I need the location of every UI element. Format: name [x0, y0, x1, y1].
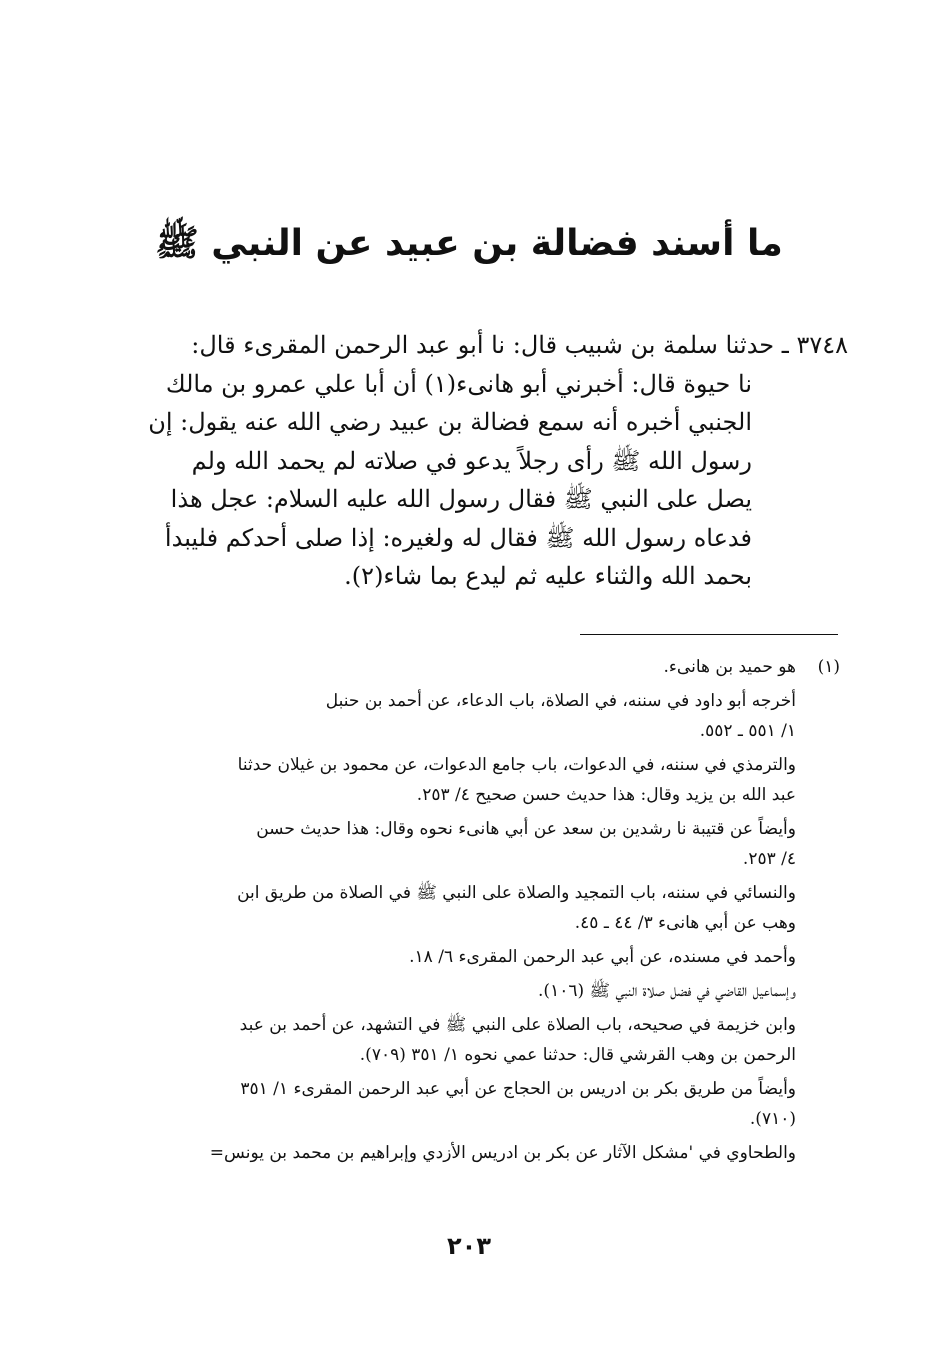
footnote-text: هو حميد بن هانىء.: [663, 657, 796, 677]
hadith-line: يصل على النبي ﷺ فقال رسول الله عليه السلام: عجل هذا: [170, 485, 752, 513]
footnote-paragraph: [128, 976, 840, 1006]
hadith-line: الجنبي أخبره أنه سمع فضالة بن عبيد رضي الله عنه يقول: إن: [148, 408, 752, 436]
footnote-line: وابن خزيمة في صحيحه، باب الصلاة على النبي ﷺ في التشهد، عن أحمد بن عبد: [239, 1015, 796, 1035]
footnote-line: وأيضاً من طريق بكر بن ادريس بن الحجاج عن أبي عبد الرحمن المقرىء ١/ ٣٥١: [240, 1079, 796, 1099]
footnote-line: والطحاوي في 'مشكل الآثار عن بكر بن ادريس الأزدي وإبراهيم بن محمد بن يونس=: [209, 1143, 796, 1163]
footnote-separator: [580, 634, 838, 635]
footnote-line: وأيضاً عن قتيبة نا رشدين بن سعد عن أبي هانىء نحوه وقال: هذا حديث حسن: [256, 819, 796, 839]
footnote-line: عبد الله بن يزيد وقال: هذا حديث حسن صحيح ٤/ ٢٥٣.: [416, 785, 796, 805]
footnote-line: والنسائي في سننه، باب التمجيد والصلاة على النبي ﷺ في الصلاة من طريق ابن: [237, 883, 796, 903]
footnote-paragraph: [128, 1010, 840, 1070]
hadith-line: بحمد الله والثناء عليه ثم ليدع بما شاء(٢).: [344, 562, 752, 590]
hadith-line: رسول الله ﷺ رأى رجلاً يدعو في صلاته لم يحمد الله ولم: [191, 446, 752, 475]
footnote-line: وإسماعيل القاضي في فضل صلاة النبي ﷺ (١٠٦).: [538, 981, 796, 1001]
hadith-line: فدعاه رسول الله ﷺ فقال له ولغيره: إذا صلى أحدكم فليبدأ: [164, 523, 752, 552]
footnote-paragraph: [128, 686, 840, 746]
footnote-paragraph: [128, 814, 840, 874]
footnote-line: (٧١٠).: [749, 1109, 796, 1129]
footnotes: [128, 652, 840, 1172]
page-number: ٢٠٣: [447, 1232, 491, 1260]
footnote-line: وهب عن أبي هانىء ٣/ ٤٤ ـ ٤٥.: [574, 913, 796, 933]
footnote-paragraph: [128, 942, 840, 972]
footnote-line: والترمذي في سننه، في الدعوات، باب جامع الدعوات، عن محمود بن غيلان حدثنا: [237, 755, 796, 775]
footnote-number: (١): [817, 657, 840, 677]
footnote-line: ٤/ ٢٥٣.: [742, 849, 796, 869]
footnote-line: وأحمد في مسنده، عن أبي عبد الرحمن المقرىء ٦/ ١٨.: [409, 947, 796, 967]
chapter-title: ما أسند فضالة بن عبيد عن النبي ﷺ: [155, 223, 783, 264]
footnote-line: الرحمن بن وهب القرشي قال: حدثنا عمي نحوه ١/ ٣٥١ (٧٠٩).: [359, 1045, 796, 1065]
hadith-line: نا حيوة قال: أخبرني أبو هانىء(١) أن أبا علي عمرو بن مالك: [165, 369, 752, 398]
footnote-line: ١/ ٥٥١ ـ ٥٥٢.: [699, 721, 796, 741]
footnote-line: أخرجه أبو داود في سننه، في الصلاة، باب الدعاء، عن أحمد بن حنبل: [325, 691, 796, 711]
footnote-paragraph: [128, 878, 840, 938]
hadith-text: [128, 326, 848, 596]
footnote-paragraph: [128, 1074, 840, 1134]
footnote-1: [128, 652, 840, 682]
footnote-paragraph: [128, 1138, 840, 1168]
footnote-paragraph: [128, 750, 840, 810]
hadith-line: ٣٧٤٨ ـ حدثنا سلمة بن شبيب قال: نا أبو عبد الرحمن المقرىء قال:: [191, 331, 848, 359]
